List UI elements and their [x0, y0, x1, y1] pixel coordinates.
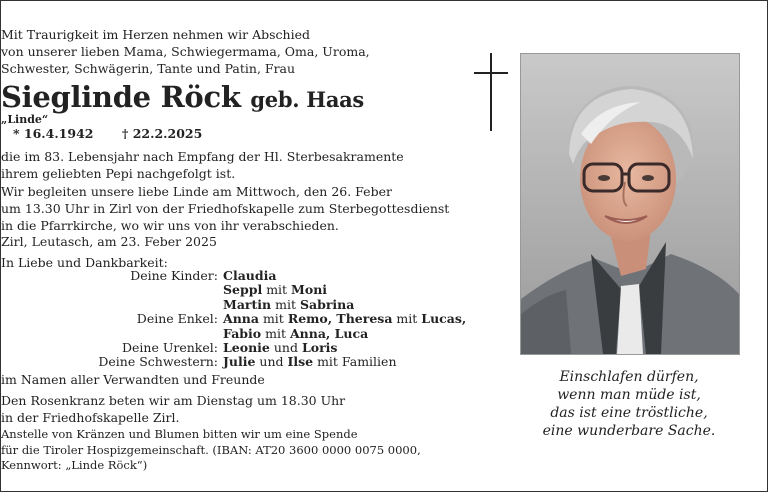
- death-date: † 22.2.2025: [121, 126, 203, 141]
- family-row: Deine Schwestern: Julie und Ilse mit Familien: [1, 355, 487, 369]
- sisters-label: Deine Schwestern:: [98, 354, 218, 370]
- portrait-photo: [520, 53, 740, 355]
- family-row: Seppl mit Moni: [223, 282, 328, 298]
- great-grandchildren-label: Deine Urenkel:: [122, 340, 218, 356]
- rosary-paragraph: Den Rosenkranz beten wir am Dienstag um 18.30 Uhr in der Friedhofskapelle Zirl.: [1, 393, 346, 425]
- intro-text: [1, 26, 487, 77]
- intro-line: Mit Traurigkeit im Herzen nehmen wir Abschied: [1, 27, 310, 42]
- family-row: Martin mit Sabrina: [223, 296, 355, 312]
- relatives-line: im Namen aller Verwandten und Freunde: [1, 372, 265, 387]
- place-date: Zirl, Leutasch, am 23. Feber 2025: [1, 234, 217, 249]
- passing-paragraph: die im 83. Lebensjahr nach Empfang der Hl. Sterbesakramente ihrem geliebten Pepi nachgefolgt ist.: [1, 149, 404, 181]
- deceased-name: [1, 80, 487, 117]
- grandchildren-label: Deine Enkel:: [136, 311, 218, 327]
- thanks-line: In Liebe und Dankbarkeit:: [1, 255, 168, 270]
- full-name: Sieglinde Röck: [1, 80, 241, 114]
- funeral-paragraph: Wir begleiten unsere liebe Linde am Mittwoch, den 26. Feber um 13.30 Uhr in Zirl von der Friedhofskapelle zum Sterbegottesdienst in die Pfarrkirche, wo wir uns von ihr verabschieden.: [1, 184, 450, 233]
- birth-date: * 16.4.1942: [13, 126, 94, 141]
- nickname: „Linde“: [1, 113, 49, 126]
- intro-line: Schwester, Schwägerin, Tante und Patin, Frau: [1, 61, 296, 76]
- life-dates: [1, 126, 487, 142]
- family-row: Deine Kinder: Claudia: [1, 269, 487, 283]
- birth-name: geb. Haas: [250, 87, 364, 112]
- family-row: Deine Urenkel: Leonie und Loris: [1, 341, 487, 355]
- poem: Einschlafen dürfen, wenn man müde ist, das ist eine tröstliche, eine wunderbare Sache.: [542, 369, 716, 439]
- donation-paragraph: Anstelle von Kränzen und Blumen bitten wir um eine Spende für die Tiroler Hospizgemeinschaft. (IBAN: AT20 3600 0000 0075 0000, Kennwort: „Linde Röck“): [1, 427, 421, 472]
- children-label: Deine Kinder:: [130, 268, 218, 283]
- family-row: Fabio mit Anna, Luca: [223, 325, 369, 341]
- family-list: [1, 269, 487, 370]
- intro-line: von unserer lieben Mama, Schwiegermama, Oma, Uroma,: [1, 44, 370, 59]
- family-row: Deine Enkel: Anna mit Remo, Theresa mit Lucas,: [1, 312, 487, 326]
- cross-icon: [474, 53, 508, 131]
